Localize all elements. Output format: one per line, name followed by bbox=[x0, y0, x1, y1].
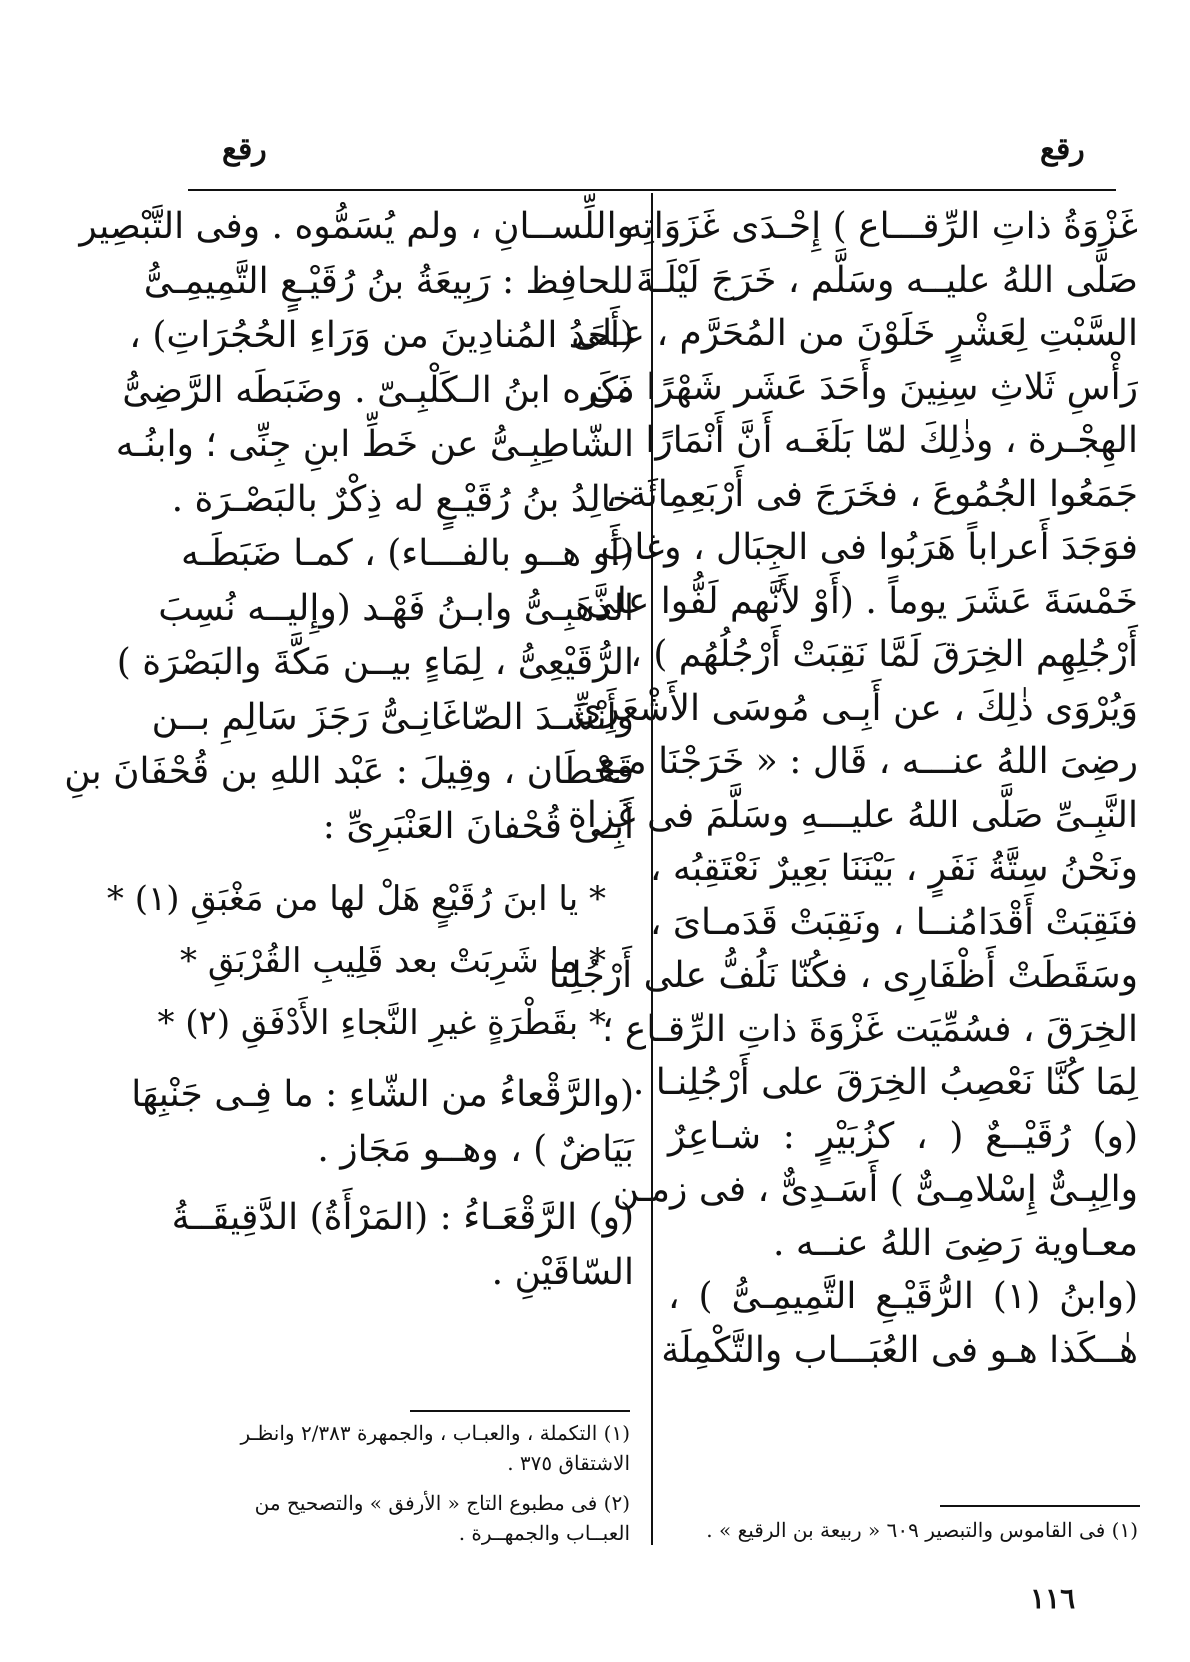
verse-line: * بقَطْرَةٍ غيرِ النَّجاءِ الأَدْفَقِ (٢) * bbox=[157, 1003, 606, 1043]
text-line: الهِجْـرة ، وذٰلِكَ لمّا بَلَغَـه أَنَّ أَنْمَارًا bbox=[645, 420, 1138, 461]
text-line: الخِرَقَ ، فسُمِّيَت غَزْوَةَ ذاتِ الرِّقـاع ؛ bbox=[602, 1008, 1138, 1050]
footnotes-left bbox=[190, 1418, 630, 1558]
running-header-left: رقع bbox=[222, 132, 267, 167]
verse-line: * يا ابنَ رُقَيْعٍ هَلْ لها من مَغْبَقِ (١) * bbox=[106, 879, 606, 919]
footnote-right: (١) فى القاموس والتبصير ٦٠٩ « ربيعة بن الرقيع » . bbox=[706, 1518, 1138, 1542]
running-header-right: رقع bbox=[1040, 132, 1085, 167]
text-line: وَيُرْوَى ذٰلِكَ ، عن أَبِـى مُوسَى الأَشْعَرِىِّ bbox=[573, 687, 1138, 729]
footnote-item: (١) التكملة ، والعبـاب ، والجمهرة ٢/٣٨٣ وانظـر الاشتقاق ٣٧٥ . bbox=[240, 1421, 630, 1475]
text-line: ونَحْنُ سِتَّةُ نَفَرٍ ، بَيْنَنَا بَعِيرٌ نَعْتَقِبُه ، bbox=[649, 848, 1138, 889]
text-line: هٰــكَذا هـو فى العُبَـــاب والتَّكْمِلَة bbox=[661, 1329, 1138, 1371]
text-line: فوَجَدَ أَعراباً هَرَبُوا فى الجِبَال ، وغابَ bbox=[600, 527, 1138, 568]
text-line: واللِّســانِ ، ولم يُسَمُّوه . وفى التَّبْصِير bbox=[79, 206, 634, 247]
text-line: رَأْسِ ثَلاثِ سِنِينَ وأَحَدَ عَشَر شَهْرًا من bbox=[588, 366, 1138, 408]
spacer bbox=[184, 1177, 634, 1191]
text-line: الشّاطِبِـىُّ عن خَطِّ ابنِ جِنِّى ؛ وابنُـه bbox=[115, 424, 634, 465]
text-line: لِمَا كُنَّا نَعْصِبُ الخِرَقَ على أَرْجُلِنـا . bbox=[632, 1062, 1138, 1103]
text-line: وسَقَطَتْ أَظْفَارِى ، فكُنّا نَلُفُّ على أَرْجُلِنا bbox=[548, 955, 1138, 996]
text-line: أَرْجُلِهِم الخِرَقَ لَمَّا نَقِبَتْ أَرْجُلُهُم ) ، bbox=[630, 634, 1138, 675]
text-line: صَلَّى اللهُ عليــه وسَلَّم ، خَرَجَ لَيْلَـةَ bbox=[636, 259, 1138, 301]
spacer bbox=[184, 854, 634, 868]
text-line: والِبِـىٌّ إِسْلامِـىٌّ ) أَسَـدِىٌّ ، فى زمـن bbox=[612, 1169, 1138, 1210]
text-line: (أَو هــو بالفـــاء) ، كمـا ضَبَطَـه bbox=[181, 533, 634, 574]
text-line: الرُّقَيْعِىُّ ، لِمَاءٍ بيــن مَكَّةَ والبَصْرَة ) bbox=[116, 642, 634, 683]
spacer bbox=[184, 1054, 634, 1068]
footnote-item: (٢) فى مطبوع التاج « الأرفق » والتصحيح من العبــاب والجمهــرة . bbox=[254, 1491, 630, 1545]
footnote-rule-right bbox=[940, 1505, 1140, 1507]
text-line: النَّبِـىِّ صَلَّى اللهُ عليـــهِ وسَلَّمَ فى غَزاة bbox=[568, 794, 1138, 836]
text-line: رضِىَ اللهُ عنـــه ، قَال : « خَرَجْنَا مـع bbox=[597, 741, 1138, 782]
text-line: السَّبْتِ لِعَشْرٍ خَلَوْنَ من المُحَرَّم ، عـلى bbox=[571, 313, 1138, 354]
text-line: بَيَاضٌ ) ، وهــو مَجَاز . bbox=[317, 1128, 634, 1170]
text-line: جَمَعُوا الجُمُوعَ ، فخَرَجَ فى أَرْبَعِمِائَة ، bbox=[605, 473, 1138, 515]
text-line: للحافِظ : رَبِيعَةُ بنُ رُقَيْـعٍ التَّمِيمِـىُّ bbox=[143, 260, 634, 302]
text-line: فنَقِبَتْ أَقْدَامُنــا ، ونَقِبَتْ قَدَمـاىَ ، bbox=[649, 901, 1138, 943]
text-line: خَمْسَةَ عَشَرَ يوماً . (أَوْ لأَنَّهم لَفُّوا على bbox=[585, 580, 1138, 622]
text-line: (و) الرَّقْعَـاءُ : (المَرْأَةُ) الدَّقِيقَــةُ bbox=[171, 1197, 634, 1238]
text-line: (أَحَدُ المُنادِينَ من وَرَاءِ الحُجُرَاتِ) ، bbox=[129, 315, 634, 356]
left-column bbox=[64, 200, 634, 1550]
text-line: (وابنُ (١) الرُّقَيْـعِ التَّمِيمِـىُّ ) ، bbox=[668, 1276, 1138, 1317]
footnote-rule-left bbox=[410, 1410, 630, 1412]
text-line: ذَكَره ابنُ الـكَلْبِـىّ . وضَبَطَه الرَّضِىُّ bbox=[122, 369, 634, 411]
verse-line: * ما شَرِبَتْ بعد قَلِيبِ القُرْبَقِ * bbox=[180, 941, 606, 981]
text-line: السّاقَيْنِ . bbox=[491, 1251, 634, 1293]
text-line: وأَنْشَـدَ الصّاغَانِـىُّ رَجَزَ سَالِمِ بــن bbox=[151, 696, 634, 738]
text-line: الذَّهَبِـىُّ وابـنُ فَهْـد (وإِليــه نُسِبَ bbox=[158, 587, 634, 629]
text-line: (و) رُقَيْــعٌ ( ، كزُبَيْرٍ : شـاعِرٌ bbox=[668, 1115, 1138, 1157]
text-line: معـاوية رَضِىَ اللهُ عنــه . bbox=[773, 1222, 1138, 1264]
text-line: أَبِـى قُحْفانَ العَنْبَرِىِّ : bbox=[322, 805, 634, 847]
text-line: قَحْطَان ، وقِيلَ : عَبْد اللهِ بن قُحْفَانَ بنِ bbox=[64, 751, 634, 792]
text-line: خالِدُ بنُ رُقَيْـعٍ له ذِكْرٌ بالبَصْـرَة . bbox=[171, 478, 634, 520]
text-line: غَزْوَةُ ذاتِ الرِّقـــاع ) إِحْـدَى غَزَوَاتِه bbox=[624, 206, 1138, 247]
text-line: (والرَّقْعاءُ من الشّاءِ : ما فِـى جَنْبِهَا bbox=[131, 1074, 634, 1115]
header-rule bbox=[188, 189, 1116, 191]
page-number: ١١٦ bbox=[1030, 1582, 1076, 1615]
